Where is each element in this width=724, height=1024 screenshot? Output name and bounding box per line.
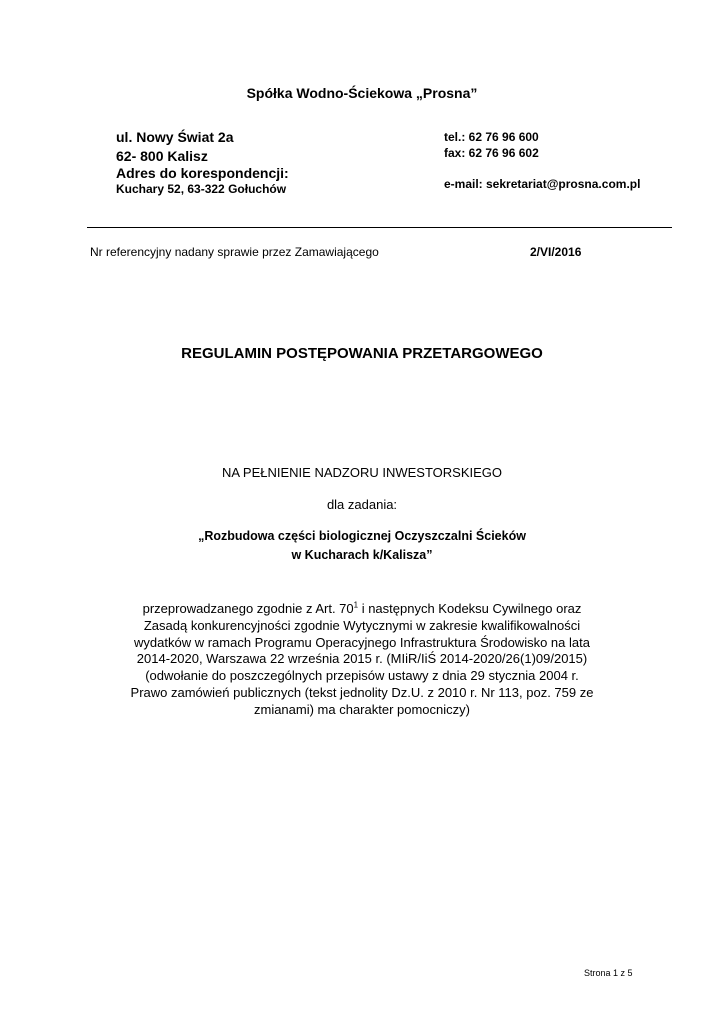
legal-basis-line-1-suffix: i następnych Kodeksu Cywilnego oraz	[358, 601, 582, 616]
fax-number: fax: 62 76 96 602	[444, 146, 539, 160]
legal-basis-line-1	[0, 601, 724, 618]
task-name-line-2: w Kucharach k/Kalisza”	[291, 548, 433, 562]
task-name-line-1: „Rozbudowa części biologicznej Oczyszczalni Ścieków	[198, 529, 526, 543]
legal-note-line-1: (odwołanie do poszczególnych przepisów ustawy z dnia 29 stycznia 2004 r.	[145, 668, 579, 683]
legal-basis-line-4: 2014-2020, Warszawa 22 września 2015 r. (MIiR/IiŚ 2014-2020/26(1)09/2015)	[136, 651, 588, 667]
address-street: ul. Nowy Świat 2a	[116, 129, 234, 145]
reference-number: 2/VI/2016	[530, 245, 582, 259]
phone-number: tel.: 62 76 96 600	[444, 130, 539, 144]
legal-basis-line-1-prefix: przeprowadzanego zgodnie z Art. 70	[142, 601, 354, 616]
email-address: e-mail: sekretariat@prosna.com.pl	[444, 177, 641, 191]
legal-note-paragraph	[0, 668, 724, 718]
header-divider	[87, 227, 672, 228]
legal-basis-paragraph	[0, 601, 724, 668]
company-name: Spółka Wodno-Ściekowa „Prosna”	[246, 85, 478, 101]
article-superscript: 1	[353, 600, 359, 610]
legal-basis-line-2: Zasadą konkurencyjności zgodnie Wytycznymi w zakresie kwalifikowalności	[143, 617, 581, 633]
reference-label: Nr referencyjny nadany sprawie przez Zamawiającego	[90, 245, 379, 259]
correspondence-address: Kuchary 52, 63-322 Gołuchów	[116, 182, 287, 196]
address-city: 62- 800 Kalisz	[116, 148, 208, 164]
correspondence-address-label: Adres do korespondencji:	[116, 165, 289, 181]
legal-basis-line-3: wydatków w ramach Programu Operacyjnego Infrastruktura Środowisko na lata	[134, 634, 590, 650]
page-number: Strona 1 z 5	[584, 968, 633, 978]
document-purpose: NA PEŁNIENIE NADZORU INWESTORSKIEGO	[221, 465, 503, 480]
legal-note-line-3: zmianami) ma charakter pomocniczy)	[253, 701, 470, 717]
for-task-label: dla zadania:	[326, 497, 398, 512]
legal-note-line-2: Prawo zamówień publicznych (tekst jednolity Dz.U. z 2010 r. Nr 113, poz. 759 ze	[130, 684, 594, 700]
document-title: REGULAMIN POSTĘPOWANIA PRZETARGOWEGO	[181, 345, 543, 362]
